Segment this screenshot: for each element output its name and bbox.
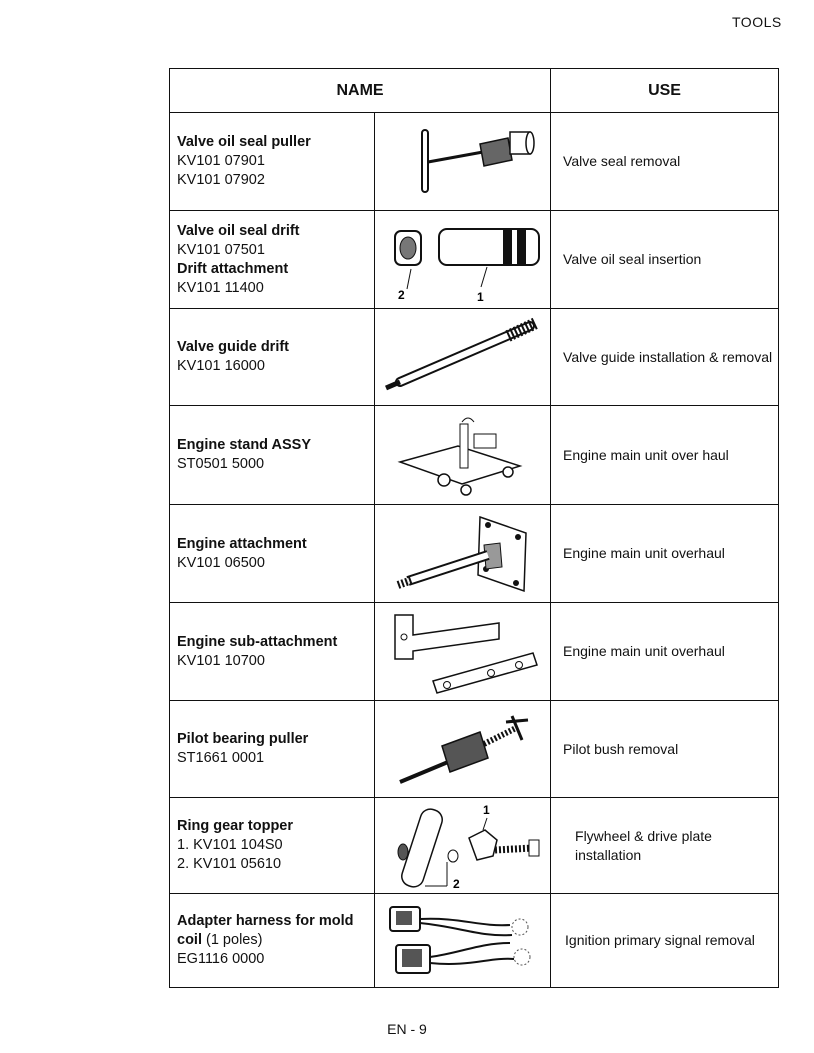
tool-name: Ring gear topper [177,818,294,834]
part-number: KV101 07901 [177,153,265,169]
tool-image-cell [375,309,551,406]
tool-image-cell [375,211,551,309]
ring-gear-topper-illustration [383,800,543,892]
tool-name-cell [170,894,375,988]
tool-name-cell [170,113,375,211]
tool-name-cell [170,798,375,894]
part-number: 1. KV101 104S0 [177,837,283,853]
table-row [170,211,779,309]
table-row [170,603,779,701]
table-row [170,505,779,603]
part-number: KV101 06500 [177,554,265,571]
tool-use-cell: Pilot bush removal [551,701,779,798]
tool-use-cell: Ignition primary signal removal [551,894,779,988]
tool-image-cell [375,798,551,894]
tool-image-cell [375,406,551,505]
page-number: EN - 9 [387,1021,427,1037]
valve-oil-seal-puller-illustration [388,122,538,202]
table-row [170,894,779,988]
callout-label: 1 [482,802,490,817]
tool-use-cell: Valve guide installation & removal [551,309,779,406]
tool-name: Engine attachment [177,535,307,552]
table-header-row [170,69,779,113]
tool-image-cell [375,894,551,988]
callout-label: 2 [452,876,460,891]
tools-table [169,68,779,988]
tool-use-cell: Engine main unit overhaul [551,603,779,701]
tool-use-cell: Engine main unit over haul [551,406,779,505]
table-row [170,113,779,211]
tool-name-suffix: (1 poles) [201,932,263,948]
engine-stand-illustration [388,410,538,500]
table-row [170,309,779,406]
tool-image-cell [375,603,551,701]
callout-label: 2 [397,287,405,302]
tool-use-cell: Engine main unit overhaul [551,505,779,603]
table-row [170,798,779,894]
valve-guide-drift-illustration [380,314,546,400]
tool-name-cell [170,211,375,309]
tool-name: Pilot bearing puller [177,731,309,747]
tool-name [177,912,374,950]
tool-name-cell [170,406,375,505]
tool-sub-name: Drift attachment [177,260,289,277]
tool-name: Valve oil seal puller [177,134,311,150]
tool-name: Valve guide drift [177,339,289,355]
tool-name-cell [170,701,375,798]
use-column-header: USE [551,69,779,113]
part-number: ST1661 0001 [177,750,265,766]
tool-name-cell [170,603,375,701]
tool-name-cell [170,309,375,406]
tool-name: Engine stand ASSY [177,437,312,453]
tool-image-cell [375,505,551,603]
part-number: 2. KV101 05610 [177,856,282,872]
callout-label: 1 [476,289,484,303]
tool-use-cell: Valve seal removal [551,113,779,211]
tool-name-bold: Adapter harness for mold coil [177,913,354,948]
part-number: KV101 07902 [177,172,265,188]
name-column-header: NAME [170,69,551,113]
part-number: EG1116 0000 [177,951,265,967]
tool-image-cell [375,113,551,211]
table-row [170,701,779,798]
tool-name: Valve oil seal drift [177,222,300,239]
tool-name: Engine sub-attachment [177,633,338,650]
adapter-harness-illustration [380,897,546,985]
valve-oil-seal-drift-illustration [383,217,543,303]
part-number: KV101 07501 [177,241,265,258]
part-number: KV101 16000 [177,358,265,374]
section-label: TOOLS [732,14,782,30]
engine-attachment-illustration [388,511,538,597]
engine-sub-attachment-illustration [383,609,543,695]
tool-image-cell [375,701,551,798]
part-number: ST0501 5000 [177,456,265,472]
part-number: KV101 10700 [177,652,265,669]
part-number: KV101 11400 [177,279,264,296]
tool-name-cell [170,505,375,603]
table-row [170,406,779,505]
tool-use-cell: Valve oil seal insertion [551,211,779,309]
tool-use-cell: Flywheel & drive plate installation [551,798,779,894]
pilot-bearing-puller-illustration [388,706,538,792]
